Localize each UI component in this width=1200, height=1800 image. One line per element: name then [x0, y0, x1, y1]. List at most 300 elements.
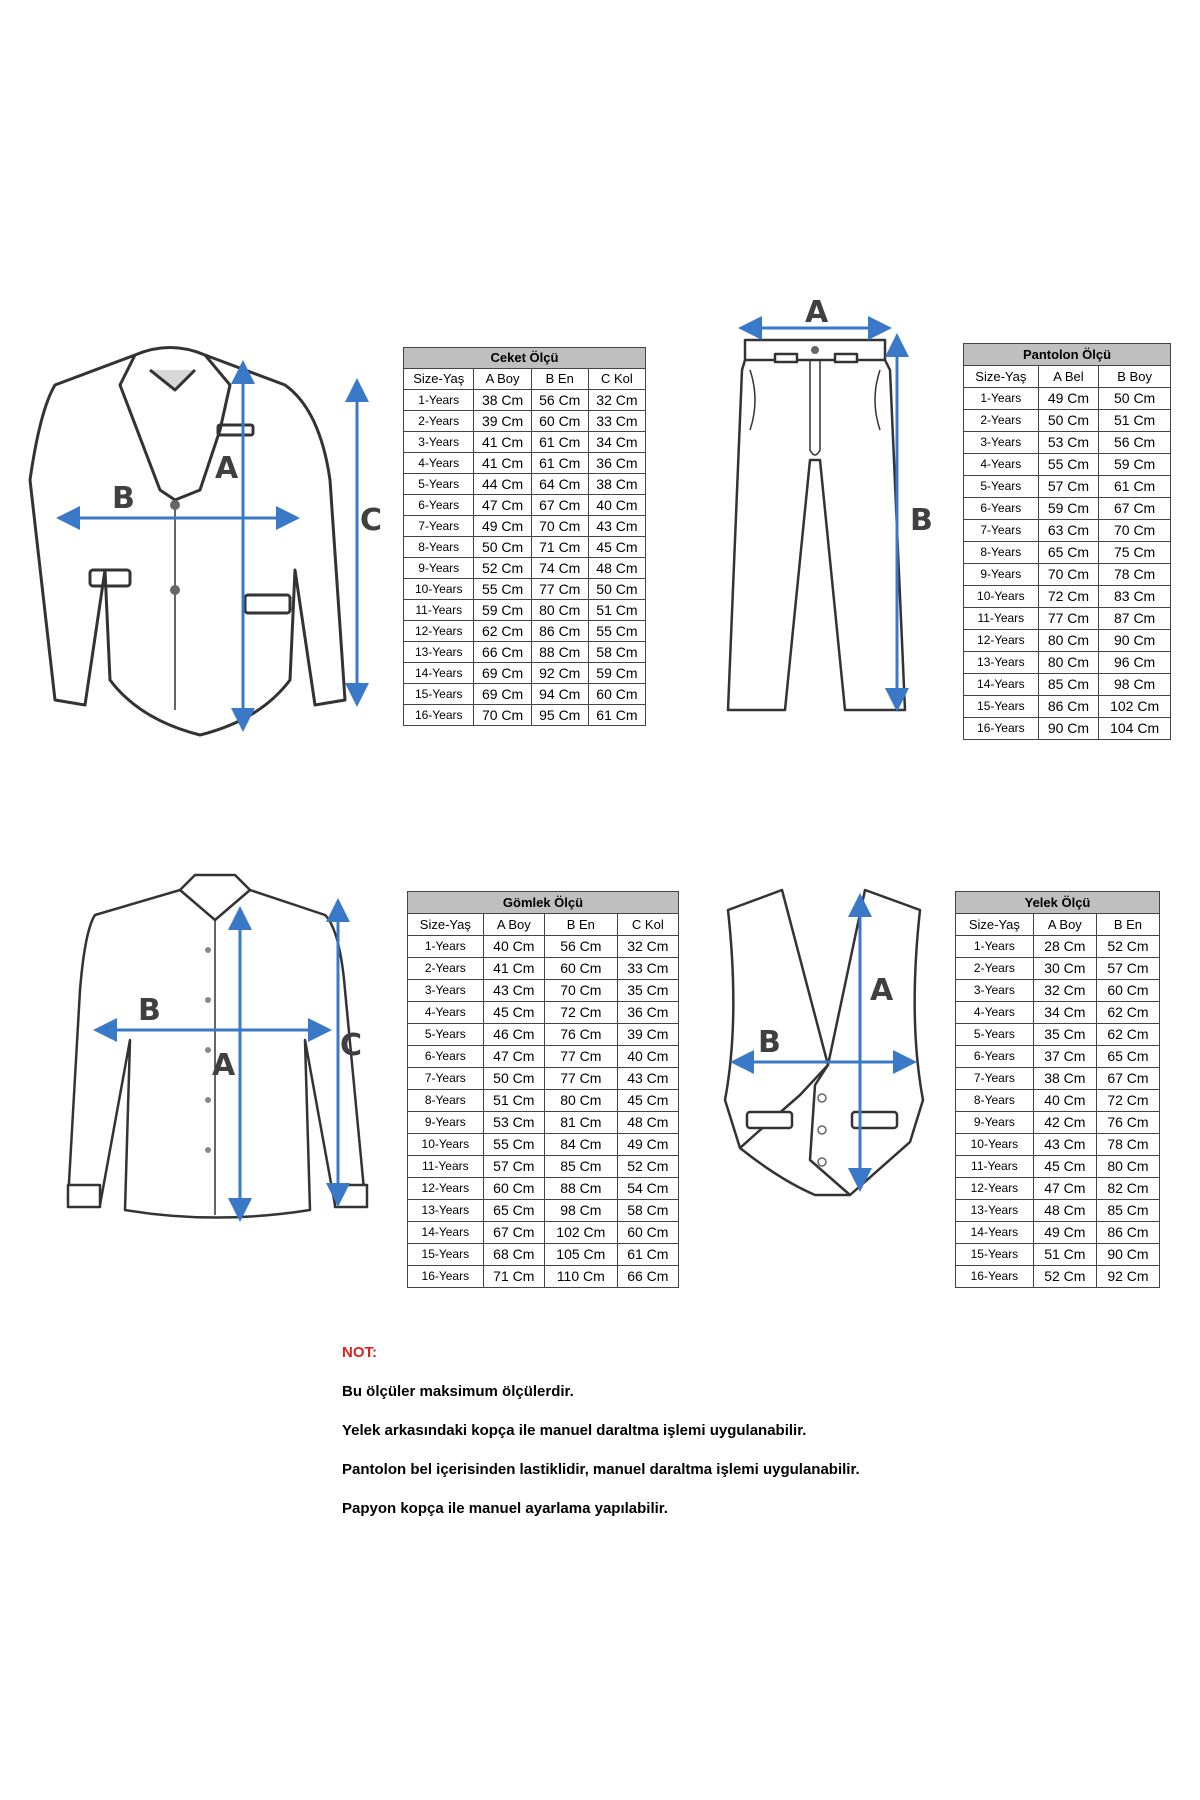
size-cell: 14-Years [964, 674, 1039, 696]
measurement-cell: 50 Cm [1038, 410, 1099, 432]
size-cell: 11-Years [408, 1156, 484, 1178]
table-row [408, 1046, 679, 1068]
measurement-cell: 40 Cm [617, 1046, 678, 1068]
table-row [404, 579, 646, 600]
measurement-cell: 76 Cm [1096, 1112, 1159, 1134]
table-row [956, 1090, 1160, 1112]
table-row [964, 498, 1171, 520]
table-row [408, 1024, 679, 1046]
measurement-cell: 45 Cm [588, 537, 645, 558]
measurement-cell: 36 Cm [617, 1002, 678, 1024]
table-row [956, 1134, 1160, 1156]
table-row [964, 696, 1171, 718]
measurement-cell: 85 Cm [1038, 674, 1099, 696]
note-line: Yelek arkasındaki kopça ile manuel daraltma işlemi uygulanabilir. [342, 1422, 807, 1439]
measurement-cell: 60 Cm [544, 958, 617, 980]
size-cell: 13-Years [956, 1200, 1034, 1222]
measurement-cell: 58 Cm [617, 1200, 678, 1222]
size-cell: 5-Years [964, 476, 1039, 498]
size-cell: 3-Years [408, 980, 484, 1002]
table-row [408, 958, 679, 980]
table-row [408, 1200, 679, 1222]
measurement-cell: 49 Cm [1033, 1222, 1096, 1244]
measurement-cell: 65 Cm [1038, 542, 1099, 564]
notes-title: NOT: [342, 1344, 377, 1361]
measurement-cell: 57 Cm [1038, 476, 1099, 498]
measurement-cell: 80 Cm [1038, 652, 1099, 674]
measurement-cell: 30 Cm [1033, 958, 1096, 980]
table-row [404, 537, 646, 558]
size-cell: 11-Years [404, 600, 474, 621]
table-row [408, 1134, 679, 1156]
table-row [956, 1024, 1160, 1046]
measurement-cell: 48 Cm [588, 558, 645, 579]
measurement-cell: 90 Cm [1099, 630, 1171, 652]
measurement-cell: 80 Cm [531, 600, 588, 621]
column-header: C Kol [588, 369, 645, 390]
vest-size-table [955, 891, 1160, 1288]
label-c: C [340, 1028, 363, 1063]
measurement-cell: 38 Cm [588, 474, 645, 495]
table-row [956, 958, 1160, 980]
table-row [956, 980, 1160, 1002]
measurement-cell: 45 Cm [1033, 1156, 1096, 1178]
size-cell: 7-Years [964, 520, 1039, 542]
size-cell: 1-Years [408, 936, 484, 958]
size-cell: 1-Years [404, 390, 474, 411]
measurement-cell: 66 Cm [617, 1266, 678, 1288]
size-cell: 2-Years [404, 411, 474, 432]
measurement-cell: 56 Cm [544, 936, 617, 958]
size-cell: 15-Years [964, 696, 1039, 718]
size-cell: 3-Years [956, 980, 1034, 1002]
measurement-cell: 67 Cm [483, 1222, 544, 1244]
measurement-cell: 45 Cm [617, 1090, 678, 1112]
measurement-cell: 44 Cm [474, 474, 531, 495]
table-row [964, 674, 1171, 696]
measurement-cell: 76 Cm [544, 1024, 617, 1046]
notes-section [342, 1344, 1142, 1539]
table-title: Gömlek Ölçü [408, 892, 679, 914]
size-cell: 13-Years [408, 1200, 484, 1222]
table-row [408, 936, 679, 958]
size-cell: 6-Years [408, 1046, 484, 1068]
column-header: Size-Yaş [408, 914, 484, 936]
size-cell: 4-Years [956, 1002, 1034, 1024]
measurement-cell: 88 Cm [531, 642, 588, 663]
measurement-cell: 53 Cm [1038, 432, 1099, 454]
measurement-cell: 85 Cm [544, 1156, 617, 1178]
measurement-cell: 52 Cm [617, 1156, 678, 1178]
table-row [408, 1090, 679, 1112]
size-cell: 12-Years [408, 1178, 484, 1200]
measurement-cell: 42 Cm [1033, 1112, 1096, 1134]
size-cell: 8-Years [956, 1090, 1034, 1112]
size-cell: 11-Years [956, 1156, 1034, 1178]
measurement-cell: 87 Cm [1099, 608, 1171, 630]
measurement-cell: 48 Cm [617, 1112, 678, 1134]
measurement-cell: 98 Cm [544, 1200, 617, 1222]
table-row [956, 1222, 1160, 1244]
measurement-cell: 78 Cm [1099, 564, 1171, 586]
measurement-cell: 49 Cm [474, 516, 531, 537]
table-row [404, 600, 646, 621]
measurement-cell: 61 Cm [531, 453, 588, 474]
size-cell: 4-Years [408, 1002, 484, 1024]
table-row [956, 936, 1160, 958]
table-row [964, 718, 1171, 740]
measurement-cell: 95 Cm [531, 705, 588, 726]
size-cell: 6-Years [404, 495, 474, 516]
table-row [404, 621, 646, 642]
measurement-cell: 53 Cm [483, 1112, 544, 1134]
size-cell: 15-Years [404, 684, 474, 705]
size-cell: 11-Years [964, 608, 1039, 630]
size-cell: 8-Years [408, 1090, 484, 1112]
size-cell: 2-Years [408, 958, 484, 980]
table-row [956, 1178, 1160, 1200]
size-cell: 16-Years [964, 718, 1039, 740]
table-row [964, 432, 1171, 454]
measurement-cell: 60 Cm [588, 684, 645, 705]
measurement-cell: 43 Cm [588, 516, 645, 537]
table-row [956, 1002, 1160, 1024]
column-header: B En [544, 914, 617, 936]
jacket-illustration [0, 330, 400, 750]
size-cell: 5-Years [408, 1024, 484, 1046]
measurement-cell: 105 Cm [544, 1244, 617, 1266]
measurement-cell: 96 Cm [1099, 652, 1171, 674]
measurement-cell: 52 Cm [1096, 936, 1159, 958]
table-row [408, 1222, 679, 1244]
measurement-cell: 67 Cm [1096, 1068, 1159, 1090]
table-row [964, 608, 1171, 630]
table-row [404, 390, 646, 411]
table-row [956, 1244, 1160, 1266]
measurement-cell: 69 Cm [474, 684, 531, 705]
measurement-cell: 70 Cm [1099, 520, 1171, 542]
measurement-cell: 51 Cm [1033, 1244, 1096, 1266]
label-b: B [138, 993, 161, 1028]
measurement-cell: 51 Cm [588, 600, 645, 621]
size-cell: 2-Years [956, 958, 1034, 980]
measurement-cell: 72 Cm [1038, 586, 1099, 608]
measurement-cell: 77 Cm [531, 579, 588, 600]
measurement-cell: 62 Cm [1096, 1024, 1159, 1046]
label-a: A [870, 973, 894, 1008]
measurement-cell: 68 Cm [483, 1244, 544, 1266]
measurement-cell: 72 Cm [544, 1002, 617, 1024]
measurement-cell: 82 Cm [1096, 1178, 1159, 1200]
measurement-cell: 51 Cm [483, 1090, 544, 1112]
table-row [408, 1244, 679, 1266]
measurement-cell: 55 Cm [474, 579, 531, 600]
measurement-cell: 34 Cm [588, 432, 645, 453]
table-title: Ceket Ölçü [404, 348, 646, 369]
column-header: B Boy [1099, 366, 1171, 388]
size-cell: 1-Years [964, 388, 1039, 410]
table-row [404, 495, 646, 516]
size-cell: 4-Years [964, 454, 1039, 476]
measurement-cell: 72 Cm [1096, 1090, 1159, 1112]
note-line: Bu ölçüler maksimum ölçülerdir. [342, 1383, 574, 1400]
measurement-cell: 61 Cm [1099, 476, 1171, 498]
table-row [956, 1266, 1160, 1288]
measurement-cell: 59 Cm [1038, 498, 1099, 520]
measurement-cell: 59 Cm [1099, 454, 1171, 476]
size-cell: 13-Years [404, 642, 474, 663]
label-b: B [758, 1025, 781, 1060]
size-cell: 16-Years [408, 1266, 484, 1288]
label-a: A [212, 1048, 236, 1083]
measurement-cell: 50 Cm [483, 1068, 544, 1090]
measurement-cell: 94 Cm [531, 684, 588, 705]
measurement-cell: 41 Cm [483, 958, 544, 980]
column-header: A Boy [1033, 914, 1096, 936]
measurement-cell: 80 Cm [544, 1090, 617, 1112]
measurement-cell: 70 Cm [474, 705, 531, 726]
measurement-cell: 35 Cm [1033, 1024, 1096, 1046]
size-cell: 14-Years [956, 1222, 1034, 1244]
measurement-cell: 69 Cm [474, 663, 531, 684]
measurement-cell: 80 Cm [1096, 1156, 1159, 1178]
size-cell: 9-Years [404, 558, 474, 579]
measurement-cell: 52 Cm [1033, 1266, 1096, 1288]
measurement-cell: 41 Cm [474, 453, 531, 474]
measurement-cell: 55 Cm [1038, 454, 1099, 476]
table-title: Pantolon Ölçü [964, 344, 1171, 366]
measurement-cell: 56 Cm [1099, 432, 1171, 454]
measurement-cell: 33 Cm [617, 958, 678, 980]
table-row [956, 1156, 1160, 1178]
measurement-cell: 47 Cm [1033, 1178, 1096, 1200]
measurement-cell: 35 Cm [617, 980, 678, 1002]
measurement-cell: 61 Cm [531, 432, 588, 453]
measurement-cell: 43 Cm [483, 980, 544, 1002]
size-cell: 10-Years [408, 1134, 484, 1156]
measurement-cell: 65 Cm [483, 1200, 544, 1222]
table-row [408, 1002, 679, 1024]
measurement-cell: 51 Cm [1099, 410, 1171, 432]
measurement-cell: 74 Cm [531, 558, 588, 579]
measurement-cell: 77 Cm [544, 1046, 617, 1068]
column-header: Size-Yaş [404, 369, 474, 390]
size-cell: 5-Years [404, 474, 474, 495]
measurement-cell: 40 Cm [1033, 1090, 1096, 1112]
table-row [964, 388, 1171, 410]
measurement-cell: 102 Cm [544, 1222, 617, 1244]
table-row [964, 586, 1171, 608]
measurement-cell: 49 Cm [1038, 388, 1099, 410]
measurement-cell: 36 Cm [588, 453, 645, 474]
measurement-cell: 56 Cm [531, 390, 588, 411]
shirt-illustration [40, 870, 400, 1230]
size-cell: 15-Years [408, 1244, 484, 1266]
measurement-cell: 92 Cm [1096, 1266, 1159, 1288]
measurement-cell: 41 Cm [474, 432, 531, 453]
measurement-cell: 54 Cm [617, 1178, 678, 1200]
measurement-cell: 86 Cm [531, 621, 588, 642]
measurement-cell: 84 Cm [544, 1134, 617, 1156]
size-cell: 8-Years [964, 542, 1039, 564]
measurement-cell: 37 Cm [1033, 1046, 1096, 1068]
table-row [964, 630, 1171, 652]
size-cell: 7-Years [404, 516, 474, 537]
size-cell: 1-Years [956, 936, 1034, 958]
measurement-cell: 62 Cm [474, 621, 531, 642]
measurement-cell: 70 Cm [1038, 564, 1099, 586]
measurement-cell: 52 Cm [474, 558, 531, 579]
measurement-cell: 70 Cm [531, 516, 588, 537]
measurement-cell: 86 Cm [1096, 1222, 1159, 1244]
table-row [964, 410, 1171, 432]
measurement-cell: 66 Cm [474, 642, 531, 663]
size-cell: 4-Years [404, 453, 474, 474]
size-cell: 7-Years [956, 1068, 1034, 1090]
size-cell: 9-Years [956, 1112, 1034, 1134]
pants-size-table [963, 343, 1171, 740]
vest-illustration [720, 880, 930, 1220]
table-row [404, 474, 646, 495]
measurement-cell: 77 Cm [544, 1068, 617, 1090]
measurement-cell: 32 Cm [1033, 980, 1096, 1002]
size-cell: 7-Years [408, 1068, 484, 1090]
measurement-cell: 50 Cm [1099, 388, 1171, 410]
table-row [956, 1068, 1160, 1090]
size-cell: 9-Years [964, 564, 1039, 586]
table-row [964, 564, 1171, 586]
size-cell: 16-Years [956, 1266, 1034, 1288]
label-b: B [910, 503, 933, 538]
measurement-cell: 32 Cm [588, 390, 645, 411]
column-header: C Kol [617, 914, 678, 936]
table-row [408, 980, 679, 1002]
measurement-cell: 92 Cm [531, 663, 588, 684]
table-row [404, 663, 646, 684]
column-header: Size-Yaş [956, 914, 1034, 936]
table-row [964, 454, 1171, 476]
measurement-cell: 55 Cm [483, 1134, 544, 1156]
measurement-cell: 83 Cm [1099, 586, 1171, 608]
table-row [964, 652, 1171, 674]
table-row [408, 1266, 679, 1288]
measurement-cell: 65 Cm [1096, 1046, 1159, 1068]
table-row [964, 520, 1171, 542]
measurement-cell: 98 Cm [1099, 674, 1171, 696]
column-header: Size-Yaş [964, 366, 1039, 388]
measurement-cell: 33 Cm [588, 411, 645, 432]
measurement-cell: 86 Cm [1038, 696, 1099, 718]
measurement-cell: 75 Cm [1099, 542, 1171, 564]
measurement-cell: 77 Cm [1038, 608, 1099, 630]
measurement-cell: 60 Cm [483, 1178, 544, 1200]
measurement-cell: 63 Cm [1038, 520, 1099, 542]
label-a: A [215, 451, 239, 486]
measurement-cell: 62 Cm [1096, 1002, 1159, 1024]
size-cell: 6-Years [956, 1046, 1034, 1068]
table-row [404, 705, 646, 726]
measurement-cell: 45 Cm [483, 1002, 544, 1024]
table-row [404, 411, 646, 432]
measurement-cell: 49 Cm [617, 1134, 678, 1156]
measurement-cell: 58 Cm [588, 642, 645, 663]
measurement-cell: 80 Cm [1038, 630, 1099, 652]
measurement-cell: 32 Cm [617, 936, 678, 958]
measurement-cell: 39 Cm [617, 1024, 678, 1046]
measurement-cell: 55 Cm [588, 621, 645, 642]
size-cell: 15-Years [956, 1244, 1034, 1266]
label-c: C [360, 503, 383, 538]
size-cell: 6-Years [964, 498, 1039, 520]
measurement-cell: 90 Cm [1038, 718, 1099, 740]
size-cell: 3-Years [964, 432, 1039, 454]
measurement-cell: 38 Cm [1033, 1068, 1096, 1090]
measurement-cell: 40 Cm [588, 495, 645, 516]
size-cell: 13-Years [964, 652, 1039, 674]
jacket-size-table [403, 347, 646, 726]
column-header: B En [531, 369, 588, 390]
measurement-cell: 57 Cm [483, 1156, 544, 1178]
size-cell: 12-Years [404, 621, 474, 642]
measurement-cell: 48 Cm [1033, 1200, 1096, 1222]
measurement-cell: 60 Cm [531, 411, 588, 432]
measurement-cell: 60 Cm [617, 1222, 678, 1244]
table-row [404, 642, 646, 663]
size-cell: 8-Years [404, 537, 474, 558]
table-row [964, 542, 1171, 564]
measurement-cell: 88 Cm [544, 1178, 617, 1200]
pants-illustration [720, 300, 950, 730]
measurement-cell: 70 Cm [544, 980, 617, 1002]
measurement-cell: 39 Cm [474, 411, 531, 432]
size-cell: 12-Years [956, 1178, 1034, 1200]
measurement-cell: 85 Cm [1096, 1200, 1159, 1222]
measurement-cell: 78 Cm [1096, 1134, 1159, 1156]
size-cell: 10-Years [404, 579, 474, 600]
measurement-cell: 47 Cm [483, 1046, 544, 1068]
measurement-cell: 104 Cm [1099, 718, 1171, 740]
note-line: Papyon kopça ile manuel ayarlama yapılabilir. [342, 1500, 668, 1517]
note-line: Pantolon bel içerisinden lastiklidir, manuel daraltma işlemi uygulanabilir. [342, 1461, 860, 1478]
measurement-cell: 46 Cm [483, 1024, 544, 1046]
measurement-cell: 60 Cm [1096, 980, 1159, 1002]
size-cell: 9-Years [408, 1112, 484, 1134]
table-row [408, 1112, 679, 1134]
table-row [404, 516, 646, 537]
size-cell: 14-Years [408, 1222, 484, 1244]
measurement-cell: 71 Cm [531, 537, 588, 558]
size-cell: 10-Years [964, 586, 1039, 608]
measurement-cell: 64 Cm [531, 474, 588, 495]
measurement-cell: 40 Cm [483, 936, 544, 958]
measurement-cell: 67 Cm [531, 495, 588, 516]
size-cell: 10-Years [956, 1134, 1034, 1156]
size-cell: 3-Years [404, 432, 474, 453]
measurement-cell: 43 Cm [617, 1068, 678, 1090]
table-row [404, 558, 646, 579]
shirt-size-table [407, 891, 679, 1288]
table-row [956, 1112, 1160, 1134]
measurement-cell: 90 Cm [1096, 1244, 1159, 1266]
table-row [956, 1200, 1160, 1222]
measurement-cell: 110 Cm [544, 1266, 617, 1288]
measurement-cell: 59 Cm [588, 663, 645, 684]
measurement-cell: 38 Cm [474, 390, 531, 411]
size-cell: 12-Years [964, 630, 1039, 652]
table-row [408, 1178, 679, 1200]
table-row [408, 1068, 679, 1090]
measurement-cell: 71 Cm [483, 1266, 544, 1288]
